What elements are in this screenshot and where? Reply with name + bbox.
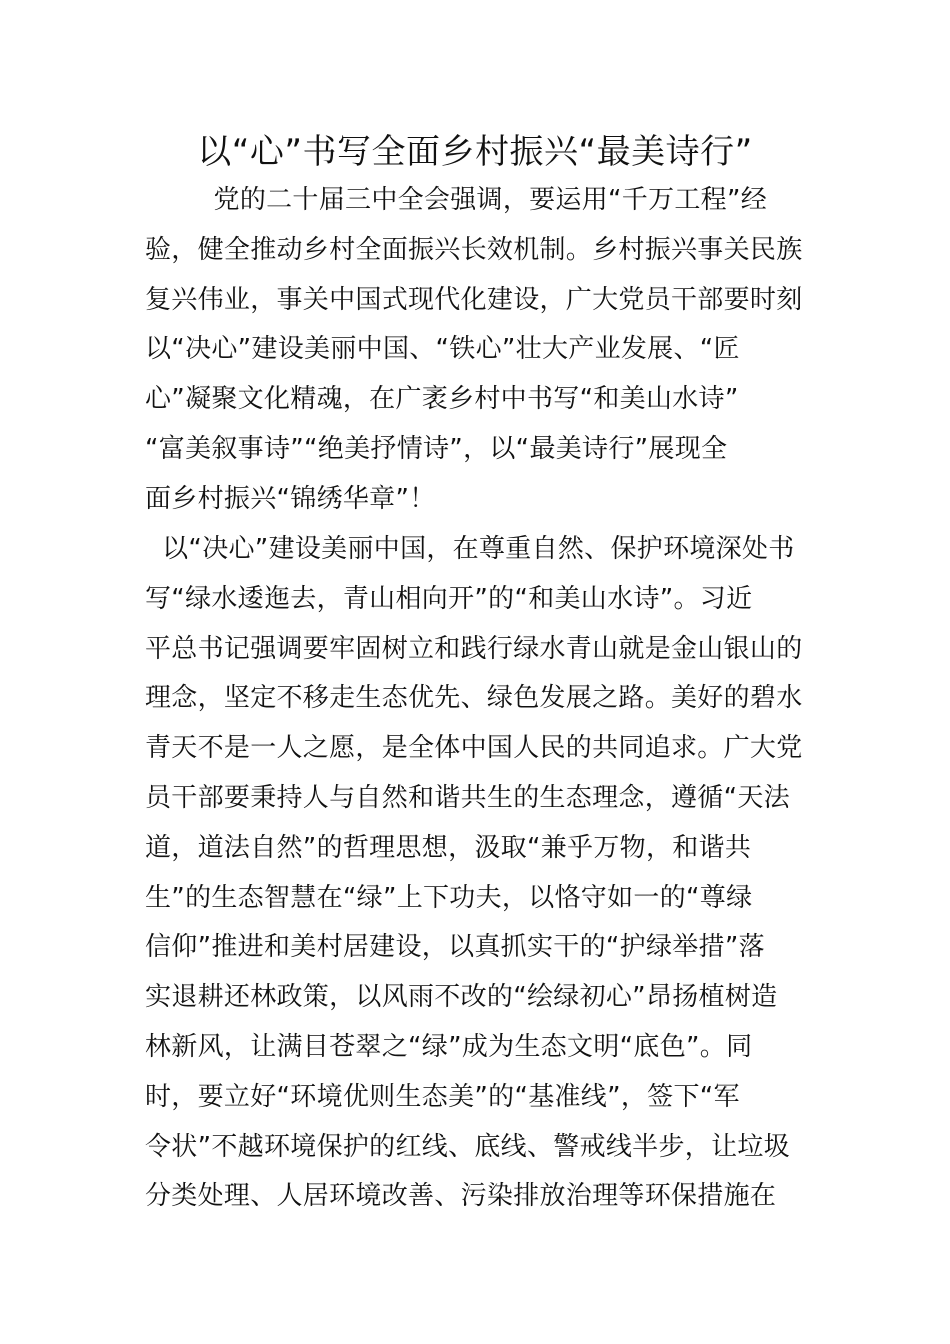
text-line: 道，道法自然”的哲理思想，汲取“兼乎万物，和谐共: [145, 832, 752, 863]
text-line: 心”凝聚文化精魂，在广袤乡村中书写“和美山水诗”: [145, 384, 739, 415]
text-line: 员干部要秉持人与自然和谐共生的生态理念，遵循“天法: [145, 782, 790, 813]
text-line: 分类处理、人居环境改善、污染排放治理等环保措施在: [145, 1181, 777, 1212]
text-line: 林新风，让满目苍翠之“绿”成为生态文明“底色”。同: [145, 1031, 753, 1062]
text-line: 验，健全推动乡村全面振兴长效机制。乡村振兴事关民族: [145, 234, 803, 265]
text-line: 写“绿水逶迤去，青山相向开”的“和美山水诗”。习近: [145, 583, 753, 614]
document-title: 以“心”书写全面乡村振兴“最美诗行”: [197, 132, 753, 172]
text-line: 理念，坚定不移走生态优先、绿色发展之路。美好的碧水: [145, 683, 803, 714]
text-line: 生”的生态智慧在“绿”上下功夫，以恪守如一的“尊绿: [145, 882, 753, 913]
text-line: 面乡村振兴“锦绣华章”！: [145, 483, 436, 514]
text-line: 以“决心”建设美丽中国、“铁心”壮大产业发展、“匠: [145, 334, 740, 365]
text-line: 时，要立好“环境优则生态美”的“基准线”，签下“军: [145, 1081, 740, 1112]
paragraph-ecology: [145, 525, 810, 1222]
text-line: 信仰”推进和美村居建设，以真抓实干的“护绿举措”落: [145, 932, 765, 963]
text-line: 党的二十届三中全会强调，要运用“千万工程”经: [145, 185, 768, 215]
text-line: “富美叙事诗”“绝美抒情诗”，以“最美诗行”展现全: [145, 433, 728, 464]
text-line: 以“决心”建设美丽中国，在尊重自然、保护环境深处书: [145, 534, 795, 564]
text-line: 平总书记强调要牢固树立和践行绿水青山就是金山银山的: [145, 633, 803, 664]
text-line: 实退耕还林政策，以风雨不改的“绘绿初心”昂扬植树造: [145, 982, 778, 1013]
text-line: 复兴伟业，事关中国式现代化建设，广大党员干部要时刻: [145, 284, 803, 315]
paragraph-intro: [145, 176, 810, 525]
text-line: 青天不是一人之愿，是全体中国人民的共同追求。广大党: [145, 733, 803, 764]
text-line: 令状”不越环境保护的红线、底线、警戒线半步，让垃圾: [145, 1131, 790, 1162]
